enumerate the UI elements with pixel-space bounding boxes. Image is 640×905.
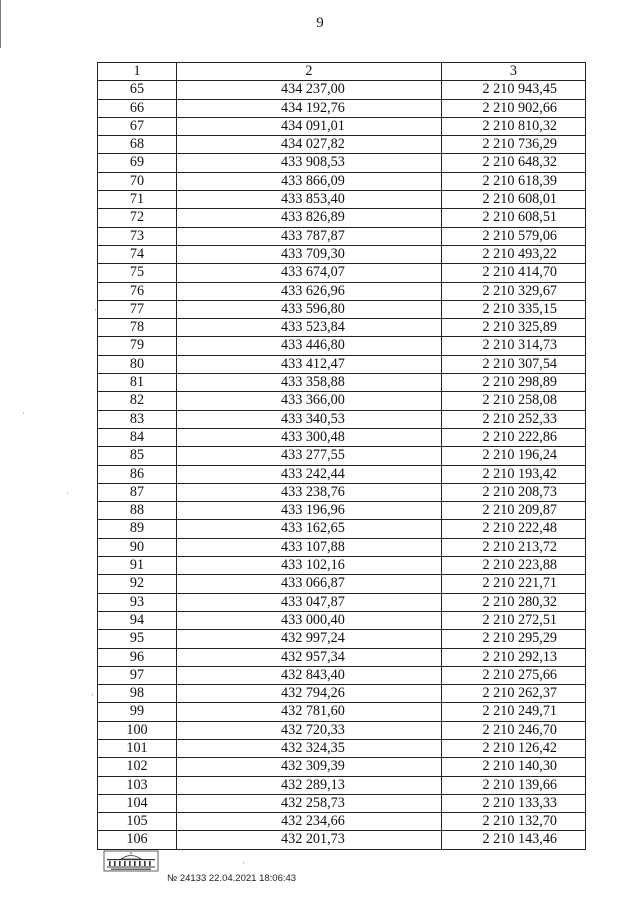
x-coordinate-cell: 433 908,53 <box>176 154 441 172</box>
table-row <box>98 703 586 721</box>
y-coordinate-cell: 2 210 648,32 <box>441 154 585 172</box>
table-row <box>98 575 586 593</box>
x-coordinate-cell: 433 066,87 <box>176 575 441 593</box>
point-number-cell: 101 <box>98 739 177 757</box>
table-row <box>98 721 586 739</box>
table-row <box>98 776 586 794</box>
y-coordinate-cell: 2 210 133,33 <box>441 794 585 812</box>
x-coordinate-cell: 432 258,73 <box>176 794 441 812</box>
table-row <box>98 502 586 520</box>
point-number-cell: 74 <box>98 245 177 263</box>
y-coordinate-cell: 2 210 139,66 <box>441 776 585 794</box>
y-coordinate-cell: 2 210 280,32 <box>441 593 585 611</box>
table-header-row <box>98 63 586 81</box>
x-coordinate-cell: 434 192,76 <box>176 99 441 117</box>
y-coordinate-cell: 2 210 295,29 <box>441 630 585 648</box>
point-number-cell: 91 <box>98 557 177 575</box>
y-coordinate-cell: 2 210 140,30 <box>441 758 585 776</box>
y-coordinate-cell: 2 210 126,42 <box>441 739 585 757</box>
y-coordinate-cell: 2 210 222,48 <box>441 520 585 538</box>
point-number-cell: 93 <box>98 593 177 611</box>
point-number-cell: 100 <box>98 721 177 739</box>
x-coordinate-cell: 433 446,80 <box>176 337 441 355</box>
y-coordinate-cell: 2 210 132,70 <box>441 813 585 831</box>
table-row <box>98 557 586 575</box>
x-coordinate-cell: 432 234,66 <box>176 813 441 831</box>
x-coordinate-cell: 432 794,26 <box>176 685 441 703</box>
point-number-cell: 94 <box>98 611 177 629</box>
scan-mark: · <box>94 305 97 315</box>
scan-mark: · <box>66 488 69 498</box>
table-row <box>98 154 586 172</box>
x-coordinate-cell: 432 201,73 <box>176 831 441 849</box>
point-number-cell: 89 <box>98 520 177 538</box>
x-coordinate-cell: 433 300,48 <box>176 428 441 446</box>
table-row <box>98 81 586 99</box>
point-number-cell: 68 <box>98 136 177 154</box>
y-coordinate-cell: 2 210 258,08 <box>441 392 585 410</box>
x-coordinate-cell: 433 709,30 <box>176 245 441 263</box>
y-coordinate-cell: 2 210 493,22 <box>441 245 585 263</box>
table-row <box>98 136 586 154</box>
y-coordinate-cell: 2 210 335,15 <box>441 300 585 318</box>
x-coordinate-cell: 433 107,88 <box>176 538 441 556</box>
y-coordinate-cell: 2 210 249,71 <box>441 703 585 721</box>
point-number-cell: 77 <box>98 300 177 318</box>
point-number-cell: 92 <box>98 575 177 593</box>
table-row <box>98 739 586 757</box>
table-row <box>98 300 586 318</box>
y-coordinate-cell: 2 210 307,54 <box>441 355 585 373</box>
x-coordinate-cell: 432 324,35 <box>176 739 441 757</box>
point-number-cell: 72 <box>98 209 177 227</box>
table-row <box>98 831 586 849</box>
table-row <box>98 813 586 831</box>
x-coordinate-cell: 433 162,65 <box>176 520 441 538</box>
y-coordinate-cell: 2 210 193,42 <box>441 465 585 483</box>
y-coordinate-cell: 2 210 414,70 <box>441 264 585 282</box>
table-row <box>98 648 586 666</box>
header-cell-2: 2 <box>176 63 441 81</box>
registration-number: № 24133 22.04.2021 18:06:43 <box>167 873 297 884</box>
x-coordinate-cell: 433 000,40 <box>176 611 441 629</box>
table-row <box>98 337 586 355</box>
y-coordinate-cell: 2 210 246,70 <box>441 721 585 739</box>
point-number-cell: 88 <box>98 502 177 520</box>
header-cell-3: 3 <box>441 63 585 81</box>
point-number-cell: 103 <box>98 776 177 794</box>
table-row <box>98 758 586 776</box>
point-number-cell: 106 <box>98 831 177 849</box>
x-coordinate-cell: 433 866,09 <box>176 172 441 190</box>
table-row <box>98 483 586 501</box>
parliament-building-icon <box>103 850 159 872</box>
table-row <box>98 209 586 227</box>
header-cell-1: 1 <box>98 63 177 81</box>
point-number-cell: 78 <box>98 319 177 337</box>
point-number-cell: 105 <box>98 813 177 831</box>
point-number-cell: 67 <box>98 117 177 135</box>
table-row <box>98 172 586 190</box>
table-row <box>98 282 586 300</box>
y-coordinate-cell: 2 210 314,73 <box>441 337 585 355</box>
point-number-cell: 83 <box>98 410 177 428</box>
x-coordinate-cell: 434 091,01 <box>176 117 441 135</box>
table-row <box>98 264 586 282</box>
point-number-cell: 85 <box>98 447 177 465</box>
point-number-cell: 90 <box>98 538 177 556</box>
x-coordinate-cell: 434 237,00 <box>176 81 441 99</box>
table-row <box>98 465 586 483</box>
table-row <box>98 611 586 629</box>
x-coordinate-cell: 433 102,16 <box>176 557 441 575</box>
x-coordinate-cell: 433 626,96 <box>176 282 441 300</box>
page-number: 9 <box>316 15 324 31</box>
y-coordinate-cell: 2 210 579,06 <box>441 227 585 245</box>
table-row <box>98 538 586 556</box>
x-coordinate-cell: 433 596,80 <box>176 300 441 318</box>
table-row <box>98 117 586 135</box>
point-number-cell: 102 <box>98 758 177 776</box>
table-row <box>98 794 586 812</box>
coordinates-table <box>97 62 586 850</box>
y-coordinate-cell: 2 210 329,67 <box>441 282 585 300</box>
x-coordinate-cell: 433 412,47 <box>176 355 441 373</box>
x-coordinate-cell: 433 238,76 <box>176 483 441 501</box>
x-coordinate-cell: 432 843,40 <box>176 666 441 684</box>
y-coordinate-cell: 2 210 143,46 <box>441 831 585 849</box>
y-coordinate-cell: 2 210 618,39 <box>441 172 585 190</box>
point-number-cell: 66 <box>98 99 177 117</box>
table-row <box>98 410 586 428</box>
table-row <box>98 191 586 209</box>
y-coordinate-cell: 2 210 810,32 <box>441 117 585 135</box>
y-coordinate-cell: 2 210 221,71 <box>441 575 585 593</box>
point-number-cell: 71 <box>98 191 177 209</box>
table-row <box>98 99 586 117</box>
x-coordinate-cell: 433 196,96 <box>176 502 441 520</box>
point-number-cell: 95 <box>98 630 177 648</box>
x-coordinate-cell: 433 366,00 <box>176 392 441 410</box>
x-coordinate-cell: 432 309,39 <box>176 758 441 776</box>
x-coordinate-cell: 433 787,87 <box>176 227 441 245</box>
y-coordinate-cell: 2 210 325,89 <box>441 319 585 337</box>
table-row <box>98 245 586 263</box>
y-coordinate-cell: 2 210 262,37 <box>441 685 585 703</box>
point-number-cell: 79 <box>98 337 177 355</box>
x-coordinate-cell: 433 242,44 <box>176 465 441 483</box>
x-coordinate-cell: 433 674,07 <box>176 264 441 282</box>
x-coordinate-cell: 433 277,55 <box>176 447 441 465</box>
y-coordinate-cell: 2 210 736,29 <box>441 136 585 154</box>
x-coordinate-cell: 433 340,53 <box>176 410 441 428</box>
y-coordinate-cell: 2 210 902,66 <box>441 99 585 117</box>
point-number-cell: 69 <box>98 154 177 172</box>
table-row <box>98 227 586 245</box>
point-number-cell: 99 <box>98 703 177 721</box>
y-coordinate-cell: 2 210 213,72 <box>441 538 585 556</box>
y-coordinate-cell: 2 210 943,45 <box>441 81 585 99</box>
table-row <box>98 392 586 410</box>
y-coordinate-cell: 2 210 196,24 <box>441 447 585 465</box>
point-number-cell: 80 <box>98 355 177 373</box>
y-coordinate-cell: 2 210 223,88 <box>441 557 585 575</box>
y-coordinate-cell: 2 210 252,33 <box>441 410 585 428</box>
point-number-cell: 86 <box>98 465 177 483</box>
table-row <box>98 319 586 337</box>
point-number-cell: 75 <box>98 264 177 282</box>
y-coordinate-cell: 2 210 272,51 <box>441 611 585 629</box>
y-coordinate-cell: 2 210 298,89 <box>441 374 585 392</box>
table-row <box>98 447 586 465</box>
x-coordinate-cell: 432 781,60 <box>176 703 441 721</box>
point-number-cell: 97 <box>98 666 177 684</box>
y-coordinate-cell: 2 210 275,66 <box>441 666 585 684</box>
point-number-cell: 84 <box>98 428 177 446</box>
x-coordinate-cell: 432 289,13 <box>176 776 441 794</box>
table-row <box>98 666 586 684</box>
x-coordinate-cell: 433 853,40 <box>176 191 441 209</box>
y-coordinate-cell: 2 210 209,87 <box>441 502 585 520</box>
y-coordinate-cell: 2 210 608,51 <box>441 209 585 227</box>
table-row <box>98 428 586 446</box>
scan-mark: · <box>242 858 245 868</box>
point-number-cell: 82 <box>98 392 177 410</box>
point-number-cell: 81 <box>98 374 177 392</box>
y-coordinate-cell: 2 210 208,73 <box>441 483 585 501</box>
x-coordinate-cell: 433 358,88 <box>176 374 441 392</box>
table-row <box>98 355 586 373</box>
point-number-cell: 65 <box>98 81 177 99</box>
point-number-cell: 87 <box>98 483 177 501</box>
table-row <box>98 374 586 392</box>
point-number-cell: 73 <box>98 227 177 245</box>
point-number-cell: 76 <box>98 282 177 300</box>
scan-mark: · <box>22 408 25 418</box>
y-coordinate-cell: 2 210 292,13 <box>441 648 585 666</box>
x-coordinate-cell: 433 523,84 <box>176 319 441 337</box>
point-number-cell: 70 <box>98 172 177 190</box>
x-coordinate-cell: 432 720,33 <box>176 721 441 739</box>
y-coordinate-cell: 2 210 222,86 <box>441 428 585 446</box>
table-row <box>98 685 586 703</box>
x-coordinate-cell: 432 997,24 <box>176 630 441 648</box>
table-row <box>98 520 586 538</box>
x-coordinate-cell: 433 826,89 <box>176 209 441 227</box>
x-coordinate-cell: 434 027,82 <box>176 136 441 154</box>
x-coordinate-cell: 432 957,34 <box>176 648 441 666</box>
table-row <box>98 630 586 648</box>
point-number-cell: 104 <box>98 794 177 812</box>
point-number-cell: 96 <box>98 648 177 666</box>
point-number-cell: 98 <box>98 685 177 703</box>
table-row <box>98 593 586 611</box>
scan-mark: · <box>91 690 94 700</box>
x-coordinate-cell: 433 047,87 <box>176 593 441 611</box>
y-coordinate-cell: 2 210 608,01 <box>441 191 585 209</box>
